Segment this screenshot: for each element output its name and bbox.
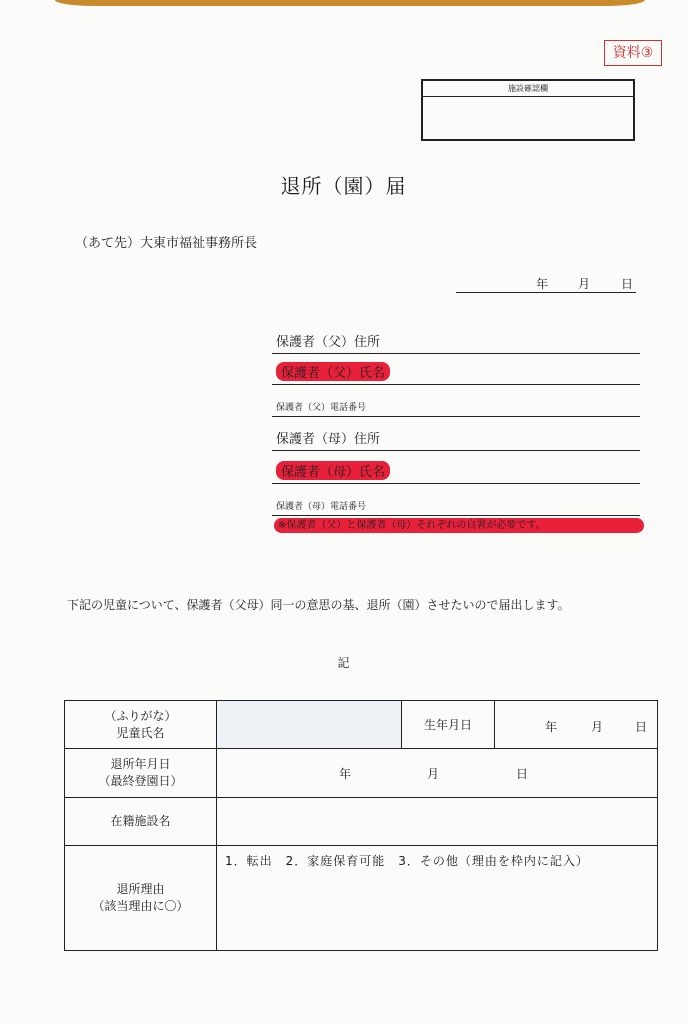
date-month-label: 月: [578, 277, 591, 291]
facility-box-label: 施設確認欄: [423, 81, 633, 97]
statement-text: 下記の児童について、保護者（父母）同一の意思の基、退所（園）させたいので届出します。: [67, 598, 570, 612]
mother-name-field[interactable]: [272, 450, 640, 484]
reason-label-cell: [65, 846, 217, 951]
withdrawal-form-table: [64, 700, 658, 951]
reason-hint: （該当理由に〇）: [92, 899, 189, 913]
mother-phone-label: 保護者（母）電話番号: [276, 502, 367, 512]
dob-input[interactable]: [495, 701, 658, 749]
withdrawal-year: 年: [339, 767, 352, 781]
withdrawal-day: 日: [516, 767, 529, 781]
mother-phone-field[interactable]: [272, 483, 640, 516]
withdrawal-date-label-cell: [65, 749, 217, 798]
ki-heading: 記: [337, 656, 350, 670]
dob-label: 生年月日: [402, 701, 495, 749]
material-stamp: 資料③: [604, 40, 662, 66]
father-phone-label: 保護者（父）電話番号: [276, 403, 367, 413]
father-phone-field[interactable]: [272, 384, 640, 417]
signature-notice: ※保護者（父）と保護者（母）それぞれの自署が必要です。: [274, 518, 644, 533]
father-address-label: 保護者（父）住所: [276, 335, 381, 350]
date-year-label: 年: [536, 277, 549, 291]
father-name-field[interactable]: [272, 353, 640, 385]
dob-day: 日: [635, 720, 648, 734]
page-title: 退所（園）届: [280, 174, 407, 198]
facility-name-label: 在籍施設名: [65, 798, 217, 846]
father-name-label: 保護者（父）氏名: [276, 362, 390, 381]
mother-name-label: 保護者（母）氏名: [276, 461, 390, 480]
withdrawal-date-input[interactable]: [217, 749, 658, 798]
facility-confirmation-box: [421, 79, 635, 141]
child-name-label-cell: [65, 701, 217, 749]
reason-options[interactable]: 1．転出 2．家庭保育可能 3．その他（理由を枠内に記入）: [217, 846, 658, 951]
furigana-label: （ふりがな）: [104, 708, 177, 723]
top-edge-band: [55, 0, 645, 6]
addressee: （あて先）大東市福祉事務所長: [75, 236, 258, 251]
facility-name-input[interactable]: [217, 798, 658, 846]
dob-year: 年: [545, 720, 558, 734]
last-attendance-label: （最終登園日）: [98, 774, 183, 788]
child-name-input[interactable]: [217, 701, 402, 749]
father-address-field[interactable]: [272, 322, 640, 354]
mother-address-field[interactable]: [272, 416, 640, 451]
withdrawal-date-label: 退所年月日: [110, 757, 171, 771]
mother-address-label: 保護者（母）住所: [276, 432, 381, 447]
dob-month: 月: [591, 720, 604, 734]
withdrawal-month: 月: [427, 767, 440, 781]
date-day-label: 日: [621, 277, 634, 291]
reason-label: 退所理由: [116, 882, 165, 896]
date-line: [456, 275, 636, 293]
child-name-label: 児童氏名: [116, 725, 165, 740]
